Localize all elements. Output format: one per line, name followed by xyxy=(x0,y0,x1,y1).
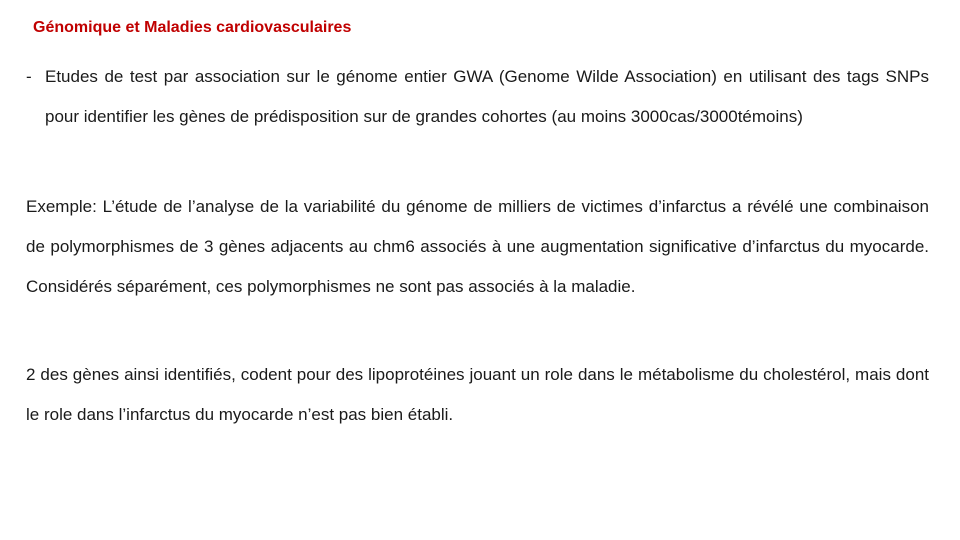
example-paragraph: Exemple: L’étude de l’analyse de la variabilité du génome de milliers de victimes d’infarctus a révélé une combinaison de polymorphismes de 3 gènes adjacents au chm6 associés à une augmentation significative d’infarctus du myocarde. Considérés séparément, ces polymorphismes ne sont pas associés à la maladie. xyxy=(26,197,929,296)
bullet-row xyxy=(26,57,929,137)
slide-title: Génomique et Maladies cardiovasculaires xyxy=(33,19,352,36)
bullet-text: Etudes de test par association sur le génome entier GWA (Genome Wilde Association) en utilisant des tags SNPs pour identifier les gènes de prédisposition sur de grandes cohortes (au moins 3000cas/3000témoins) xyxy=(45,67,929,126)
bullet-item xyxy=(26,57,929,137)
genes-paragraph: 2 des gènes ainsi identifiés, codent pour des lipoprotéines jouant un role dans le métabolisme du cholestérol, mais dont le role dans l’infarctus du myocarde n’est pas bien établi. xyxy=(26,365,929,424)
bullet-marker: - xyxy=(26,67,32,86)
